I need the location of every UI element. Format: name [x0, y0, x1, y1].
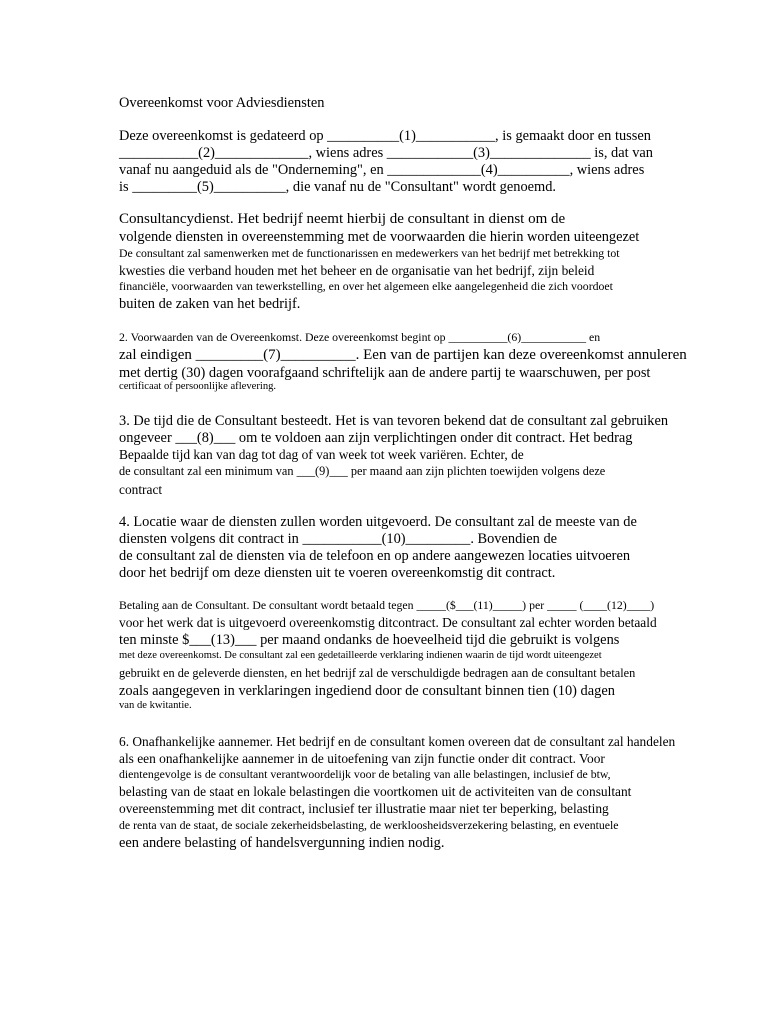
section6-line: de renta van de staat, de sociale zekerheidsbelasting, de werkloosheidsverzekering belasting, en eventuele: [119, 818, 619, 832]
section4-line: door het bedrijf om deze diensten uit te voeren overeenkomstig dit contract.: [119, 565, 556, 581]
section5-line: ten minste $___(13)___ per maand ondanks de hoeveelheid tijd die gebruikt is volgens: [119, 632, 620, 648]
section1-line: Consultancydienst. Het bedrijf neemt hierbij de consultant in dienst om de: [119, 211, 566, 227]
section6-line: belasting van de staat en lokale belastingen die voortkomen uit de activiteiten van de consultant: [119, 784, 632, 799]
section5-line: zoals aangegeven in verklaringen ingediend door de consultant binnen tien (10) dagen: [119, 683, 615, 699]
intro-line: ___________(2)_____________, wiens adres ____________(3)______________ is, dat van: [119, 145, 653, 161]
section6-line: een andere belasting of handelsvergunning indien nodig.: [119, 835, 445, 851]
intro-line: vanaf nu aangeduid als de "Onderneming", en _____________(4)__________, wiens adres: [119, 162, 645, 178]
section2-line: certificaat of persoonlijke aflevering.: [119, 381, 277, 392]
section5-line: met deze overeenkomst. De consultant zal een gedetailleerde verklaring indienen waarin de tijd wordt uiteengezet: [119, 650, 602, 661]
document-title: Overeenkomst voor Adviesdiensten: [119, 95, 325, 111]
section2-line: zal eindigen _________(7)__________. Een van de partijen kan deze overeenkomst annuleren: [119, 347, 687, 363]
section5-line: voor het werk dat is uitgevoerd overeenkomstig ditcontract. De consultant zal echter worden betaald: [119, 615, 657, 630]
section3-line: de consultant zal een minimum van ___(9)___ per maand aan zijn plichten toewijden volgens deze: [119, 464, 606, 478]
intro-line: Deze overeenkomst is gedateerd op __________(1)___________, is gemaakt door en tussen: [119, 128, 651, 144]
section6-line: 6. Onafhankelijke aannemer. Het bedrijf en de consultant komen overeen dat de consultant zal handelen: [119, 734, 676, 749]
section4-line: diensten volgens dit contract in ___________(10)_________. Bovendien de: [119, 531, 558, 547]
section6-line: als een onafhankelijke aannemer in de uitoefening van zijn functie onder dit contract. Voor: [119, 751, 605, 766]
section2-line: 2. Voorwaarden van de Overeenkomst. Deze overeenkomst begint op __________(6)___________ en: [119, 330, 601, 344]
section4-line: 4. Locatie waar de diensten zullen worden uitgevoerd. De consultant zal de meeste van de: [119, 514, 637, 530]
section5-line: Betaling aan de Consultant. De consultant wordt betaald tegen _____($___(11)_____) per _____ (____(12)____): [119, 598, 655, 612]
intro-line: is _________(5)__________, die vanaf nu de "Consultant" wordt genoemd.: [119, 179, 557, 195]
section5-line: gebruikt en de geleverde diensten, en het bedrijf zal de verschuldigde bedragen aan de consultant betalen: [119, 666, 636, 680]
section6-line: overeenstemming met dit contract, inclusief ter illustratie maar niet ter beperking, belasting: [119, 801, 609, 816]
section6-line: dientengevolge is de consultant verantwoordelijk voor de betaling van alle belastingen, inclusief de btw,: [119, 767, 611, 781]
section1-line: buiten de zaken van het bedrijf.: [119, 296, 301, 312]
section1-line: De consultant zal samenwerken met de functionarissen en medewerkers van het bedrijf met betrekking tot: [119, 246, 620, 260]
section3-line: 3. De tijd die de Consultant besteedt. Het is van tevoren bekend dat de consultant zal gebruiken: [119, 413, 669, 429]
section3-line: contract: [119, 482, 163, 497]
section3-line: Bepaalde tijd kan van dag tot dag of van week tot week variëren. Echter, de: [119, 447, 524, 462]
section1-line: financiële, voorwaarden van tewerkstelling, en over het algemeen elke aangelegenheid die zich voordoet: [119, 279, 613, 293]
section5-line: van de kwitantie.: [119, 700, 192, 711]
section1-line: volgende diensten in overeenstemming met de voorwaarden die hierin worden uiteengezet: [119, 229, 640, 245]
section4-line: de consultant zal de diensten via de telefoon en op andere aangewezen locaties uitvoeren: [119, 548, 631, 564]
section2-line: met dertig (30) dagen voorafgaand schriftelijk aan de andere partij te waarschuwen, per post: [119, 365, 651, 381]
section3-line: ongeveer ___(8)___ om te voldoen aan zijn verplichtingen onder dit contract. Het bedrag: [119, 430, 633, 446]
section1-line: kwesties die verband houden met het beheer en de organisatie van het bedrijf, zijn beleid: [119, 263, 595, 278]
